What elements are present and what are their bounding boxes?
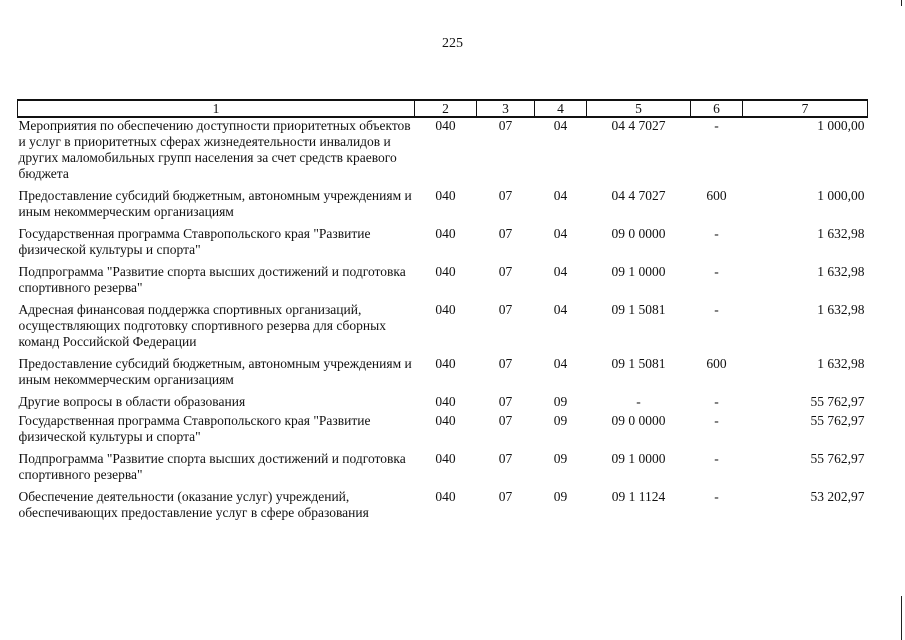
column-header: 3 xyxy=(477,100,535,117)
cell-ministry: 040 xyxy=(435,356,456,371)
cell-amount: 1 632,98 xyxy=(817,356,865,371)
cell-ministry: 040 xyxy=(435,118,456,133)
row-name: Адресная финансовая поддержка спортивных организаций, осуществляющих подготовку спортивного резерва для сборных команд Российской Федерации xyxy=(18,302,386,349)
cell-ministry: 040 xyxy=(435,188,456,203)
table-row xyxy=(18,451,868,489)
column-header: 5 xyxy=(587,100,691,117)
cell-ministry: 040 xyxy=(435,451,456,466)
cell-section: 07 xyxy=(498,451,513,466)
cell-target-code: 09 1 1124 xyxy=(611,489,666,504)
cell-ministry: 040 xyxy=(435,264,456,279)
cell-ministry: 040 xyxy=(435,413,456,428)
column-header: 7 xyxy=(743,100,868,117)
cell-expense-type: - xyxy=(714,226,719,241)
cell-subsection: 09 xyxy=(553,489,568,504)
cell-subsection: 04 xyxy=(553,226,568,241)
row-name: Государственная программа Ставропольского края "Развитие физической культуры и спорта" xyxy=(18,413,371,444)
table-row xyxy=(18,302,868,356)
table-row xyxy=(18,226,868,264)
cell-target-code: 04 4 7027 xyxy=(611,118,666,133)
cell-expense-type: - xyxy=(714,264,719,279)
cell-subsection: 04 xyxy=(553,302,568,317)
cell-amount: 53 202,97 xyxy=(810,489,865,504)
cell-expense-type: - xyxy=(714,451,719,466)
column-header: 2 xyxy=(415,100,477,117)
cell-subsection: 04 xyxy=(553,264,568,279)
cell-section: 07 xyxy=(498,226,513,241)
cell-expense-type: - xyxy=(714,394,719,409)
row-name: Другие вопросы в области образования xyxy=(18,394,246,409)
table-row xyxy=(18,117,868,188)
cell-section: 07 xyxy=(498,413,513,428)
column-header: 1 xyxy=(18,100,415,117)
cell-section: 07 xyxy=(498,118,513,133)
cell-section: 07 xyxy=(498,264,513,279)
table-row xyxy=(18,489,868,527)
cell-subsection: 09 xyxy=(553,394,568,409)
table-row xyxy=(18,356,868,394)
cell-section: 07 xyxy=(498,394,513,409)
table-row xyxy=(18,264,868,302)
row-name: Подпрограмма "Развитие спорта высших достижений и подготовка спортивного резерва" xyxy=(18,451,406,482)
cell-expense-type: - xyxy=(714,302,719,317)
cell-amount: 1 000,00 xyxy=(817,118,865,133)
cell-amount: 55 762,97 xyxy=(810,451,865,466)
cell-expense-type: 600 xyxy=(706,188,727,203)
cell-amount: 1 632,98 xyxy=(817,264,865,279)
table-row xyxy=(18,188,868,226)
cell-target-code: 09 0 0000 xyxy=(611,226,666,241)
cell-section: 07 xyxy=(498,489,513,504)
cell-target-code: 04 4 7027 xyxy=(611,188,666,203)
cell-expense-type: - xyxy=(714,489,719,504)
cell-amount: 55 762,97 xyxy=(810,394,865,409)
cell-subsection: 04 xyxy=(553,356,568,371)
row-name: Государственная программа Ставропольского края "Развитие физической культуры и спорта" xyxy=(18,226,371,257)
column-header: 4 xyxy=(535,100,587,117)
cell-target-code: 09 1 5081 xyxy=(611,356,666,371)
row-name: Обеспечение деятельности (оказание услуг) учреждений, обеспечивающих предоставление услуг в сфере образования xyxy=(18,489,369,520)
table-row xyxy=(18,413,868,451)
cell-section: 07 xyxy=(498,356,513,371)
cell-target-code: 09 1 0000 xyxy=(611,264,666,279)
cell-expense-type: - xyxy=(714,118,719,133)
cell-ministry: 040 xyxy=(435,302,456,317)
cell-target-code: 09 1 0000 xyxy=(611,451,666,466)
row-name: Мероприятия по обеспечению доступности приоритетных объектов и услуг в приоритетных сферах жизнедеятельности инвалидов и других маломобильных групп населения за счет средств краевого бюджета xyxy=(18,118,411,181)
cell-expense-type: 600 xyxy=(706,356,727,371)
cell-target-code: 09 0 0000 xyxy=(611,413,666,428)
row-name: Предоставление субсидий бюджетным, автономным учреждениям и иным некоммерческим организациям xyxy=(18,188,412,219)
table-row xyxy=(18,394,868,413)
cell-amount: 55 762,97 xyxy=(810,413,865,428)
budget-table xyxy=(17,99,868,527)
cell-amount: 1 632,98 xyxy=(817,302,865,317)
cell-section: 07 xyxy=(498,188,513,203)
cell-section: 07 xyxy=(498,302,513,317)
row-name: Подпрограмма "Развитие спорта высших достижений и подготовка спортивного резерва" xyxy=(18,264,406,295)
scan-edge-mark-bottom xyxy=(901,596,902,640)
cell-subsection: 09 xyxy=(553,413,568,428)
cell-expense-type: - xyxy=(714,413,719,428)
cell-ministry: 040 xyxy=(435,394,456,409)
cell-amount: 1 632,98 xyxy=(817,226,865,241)
cell-subsection: 04 xyxy=(553,118,568,133)
page-number: 225 xyxy=(442,36,463,51)
cell-target-code: 09 1 5081 xyxy=(611,302,666,317)
cell-ministry: 040 xyxy=(435,226,456,241)
cell-subsection: 04 xyxy=(553,188,568,203)
cell-target-code: - xyxy=(636,394,641,409)
cell-amount: 1 000,00 xyxy=(817,188,865,203)
row-name: Предоставление субсидий бюджетным, автономным учреждениям и иным некоммерческим организациям xyxy=(18,356,412,387)
column-header: 6 xyxy=(691,100,743,117)
scan-edge-mark-top xyxy=(901,0,902,6)
table-header-row xyxy=(18,100,868,117)
cell-subsection: 09 xyxy=(553,451,568,466)
cell-ministry: 040 xyxy=(435,489,456,504)
